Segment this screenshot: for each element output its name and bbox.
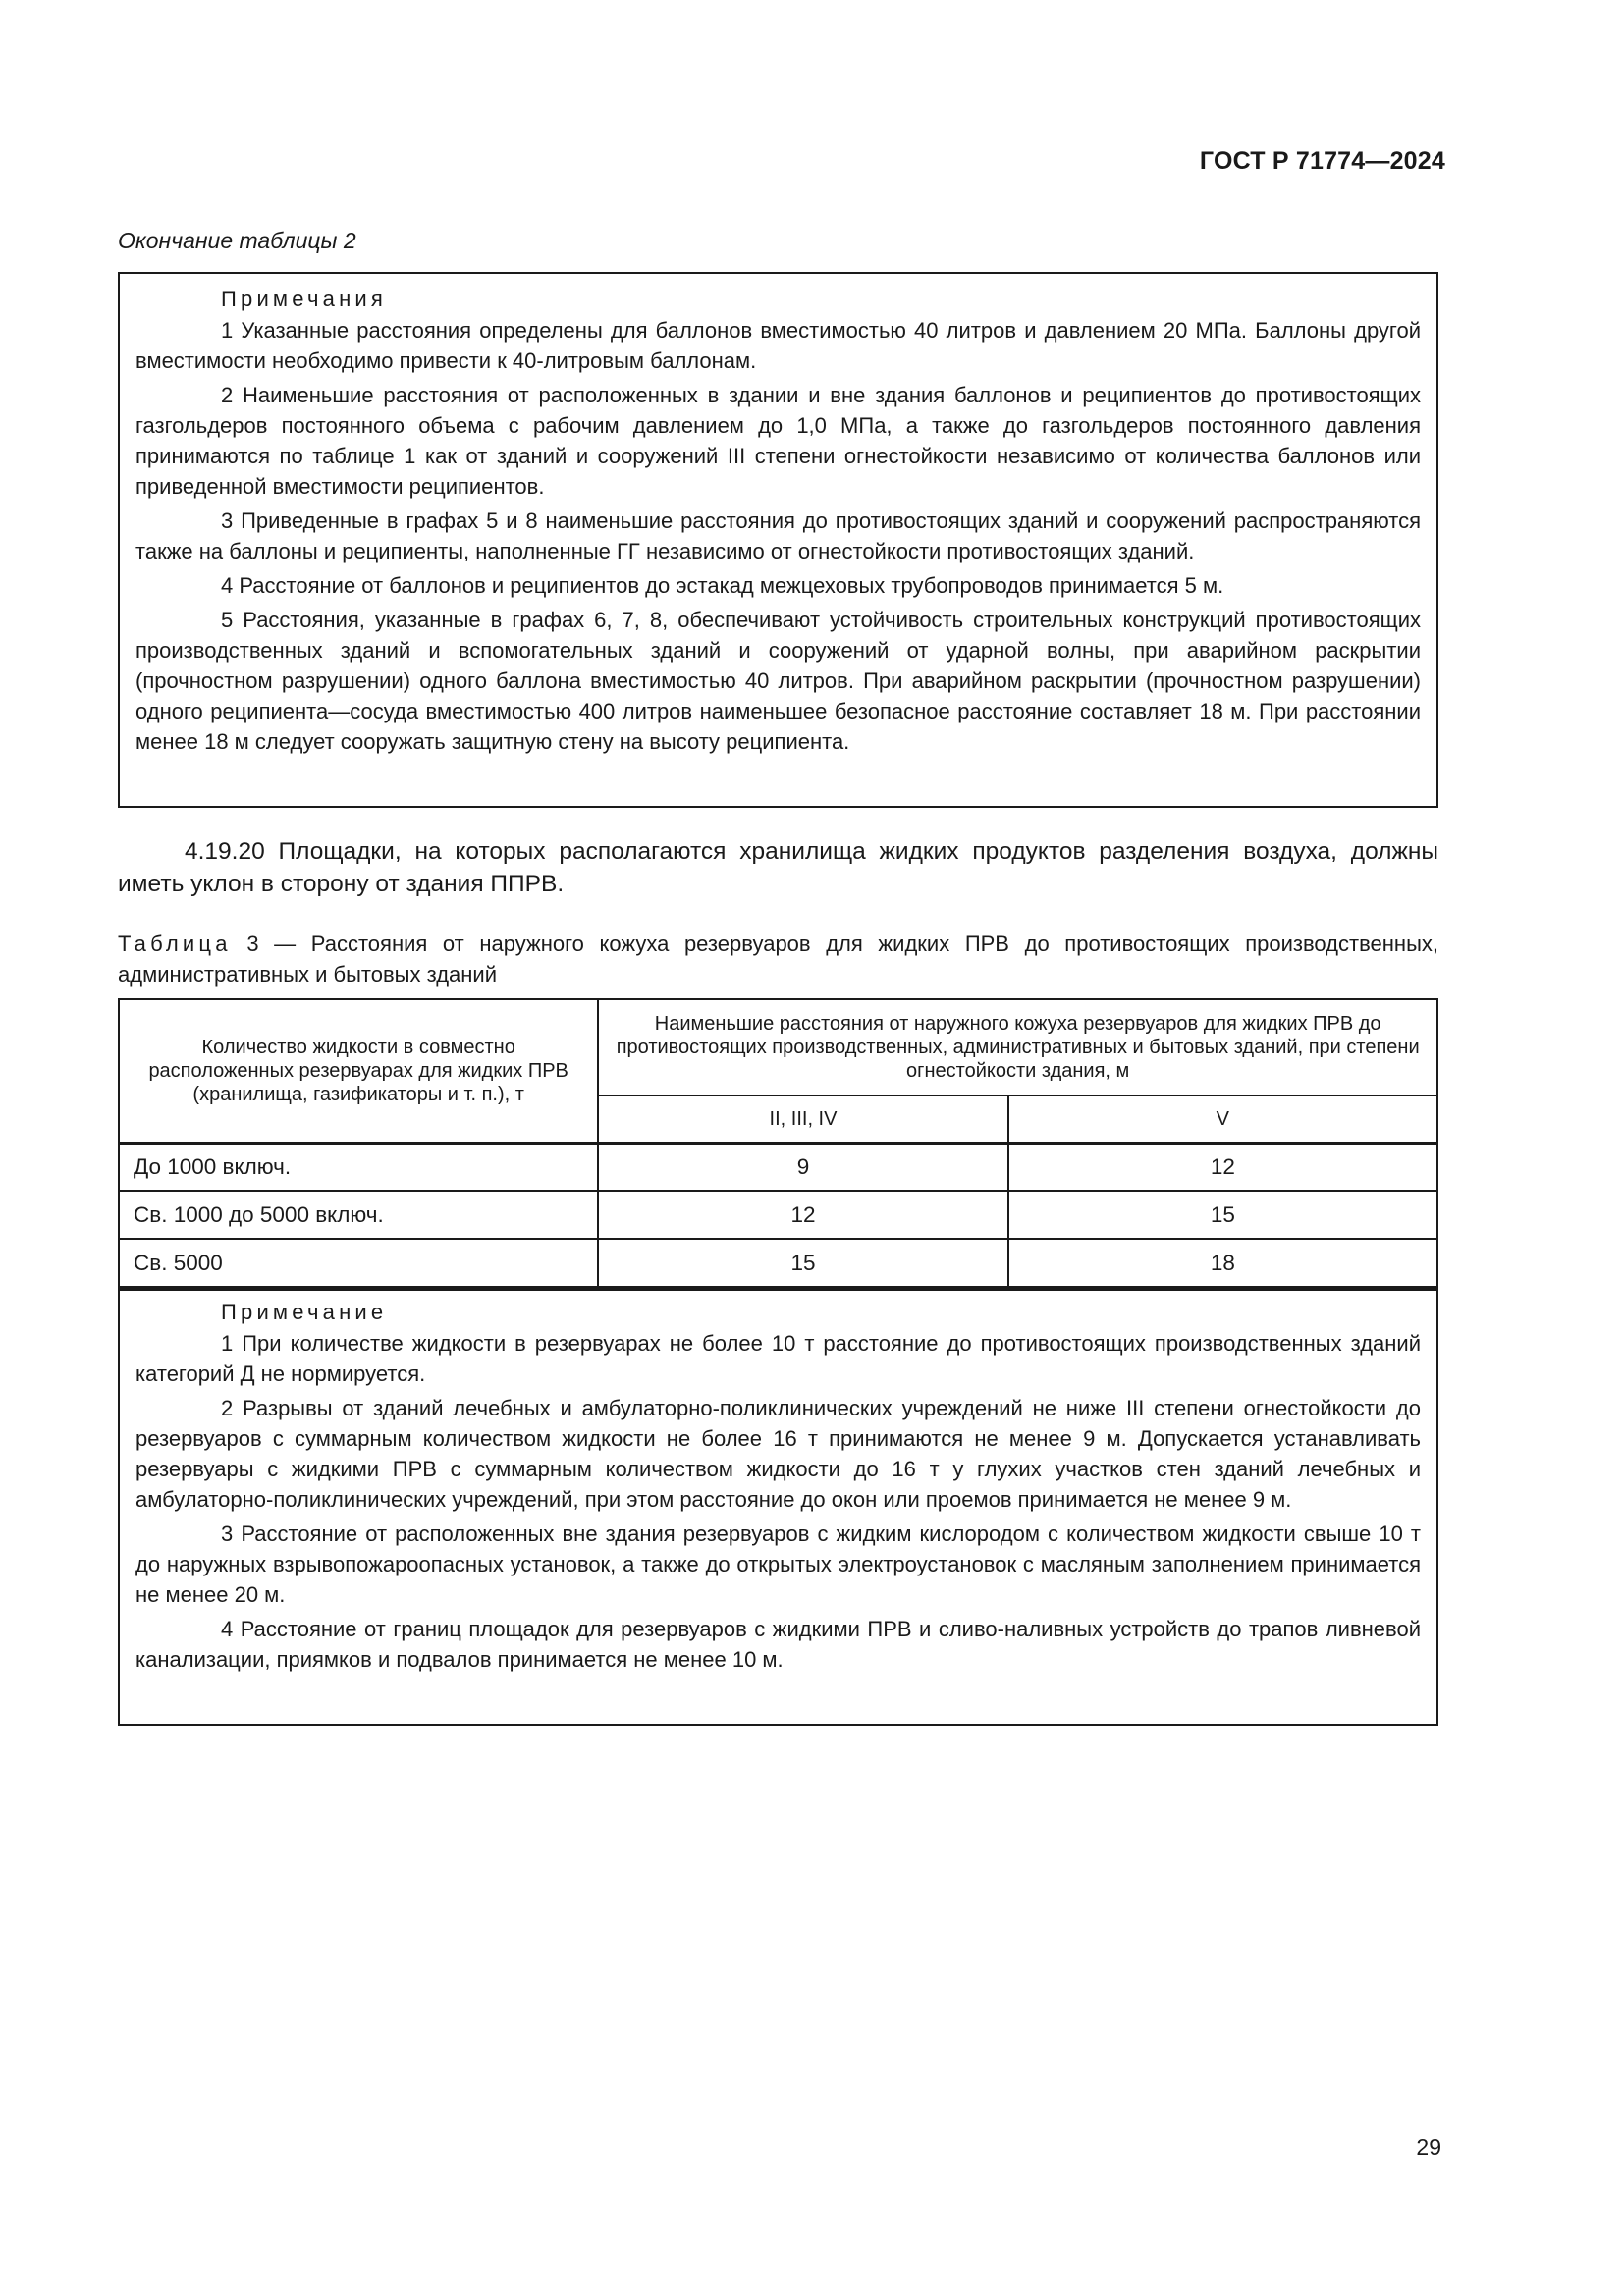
table3	[118, 998, 1438, 1288]
note-item: 2 Разрывы от зданий лечебных и амбулаторно-поликлинических учреждений не ниже III степени огнестойкости до резервуаров с суммарным количеством жидкости не более 16 т принимаются не менее 9 м. Допускается устанавливать резервуары с жидкими ПРВ с суммарным количеством жидкости до 16 т у глухих участков стен зданий лечебных и амбулаторно-поликлинических учреждений, при этом расстояние до окон или проемов принимается не менее 9 м.	[135, 1396, 1421, 1512]
cell-quantity: Св. 5000	[119, 1239, 598, 1287]
column-header-quantity: Количество жидкости в совместно расположенных резервуарах для жидких ПРВ (хранилища, газификаторы и т. п.), т	[119, 999, 598, 1143]
page-number: 29	[1416, 2134, 1441, 2160]
note-item: 5 Расстояния, указанные в графах 6, 7, 8, обеспечивают устойчивость строительных конструкций противостоящих производственных зданий и вспомогательных зданий и сооружений от ударной волны, при аварийном раскрытии (прочностном разрушении) одного баллона вместимостью 40 литров. При аварийном раскрытии (прочностном разрушении) одного реципиента—сосуда вместимостью 400 литров наименьшее безопасное расстояние составляет 18 м. При расстоянии менее 18 м следует сооружать защитную стену на высоту реципиента.	[135, 608, 1421, 754]
note-item: 2 Наименьшие расстояния от расположенных в здании и вне здания баллонов и реципиентов до противостоящих газгольдеров постоянного объема с рабочим давлением до 1,0 МПа, а также до газгольдеров постоянного давления принимаются по таблице 1 как от зданий и сооружений III степени огнестойкости независимо от количества баллонов или приведенной вместимости реципиентов.	[135, 383, 1421, 499]
table2-notes-box	[118, 272, 1438, 808]
paragraph-4-19-20: 4.19.20 Площадки, на которых располагаются хранилища жидких продуктов разделения воздуха, должны иметь уклон в сторону от здания ППРВ.	[118, 838, 1438, 897]
table-caption-text: 3 — Расстояния от наружного кожуха резервуаров для жидких ПРВ до противостоящих производственных, административных и бытовых зданий	[118, 932, 1438, 987]
notes-title: Примечания	[221, 287, 388, 311]
table3-notes-box	[118, 1288, 1438, 1726]
note-item: 1 При количестве жидкости в резервуарах не более 10 т расстояние до противостоящих производственных зданий категорий Д не нормируется.	[135, 1331, 1421, 1386]
table3-caption	[118, 929, 1438, 989]
cell-quantity: Св. 1000 до 5000 включ.	[119, 1191, 598, 1239]
note-item: 3 Расстояние от расположенных вне здания резервуаров с жидким кислородом с количеством жидкости свыше 10 т до наружных взрывопожароопасных установок, а также до открытых электроустановок с масляным заполнением принимается не менее 20 м.	[135, 1522, 1421, 1607]
table-caption-label: Таблица	[118, 932, 232, 956]
note-item: 1 Указанные расстояния определены для баллонов вместимостью 40 литров и давлением 20 МПа. Баллоны другой вместимости необходимо привести к 40-литровым баллонам.	[135, 318, 1421, 373]
cell-quantity: До 1000 включ.	[119, 1143, 598, 1191]
column-group-header: Наименьшие расстояния от наружного кожуха резервуаров для жидких ПРВ до противостоящих производственных, административных и бытовых зданий, при степени огнестойкости здания, м	[598, 999, 1437, 1095]
cell-distance-2-4: 15	[598, 1239, 1007, 1287]
cell-distance-5: 15	[1008, 1191, 1437, 1239]
cell-distance-2-4: 12	[598, 1191, 1007, 1239]
document-number: ГОСТ Р 71774—2024	[1199, 147, 1445, 175]
table-continuation-label: Окончание таблицы 2	[118, 228, 356, 253]
note-item: 4 Расстояние от баллонов и реципиентов до эстакад межцеховых трубопроводов принимается 5 м.	[221, 573, 1224, 598]
cell-distance-5: 18	[1008, 1239, 1437, 1287]
note-item: 3 Приведенные в графах 5 и 8 наименьшие расстояния до противостоящих зданий и сооружений распространяются также на баллоны и реципиенты, наполненные ГГ независимо от огнестойкости противостоящих зданий.	[135, 508, 1421, 563]
column-header-fire-resistance-5: V	[1008, 1095, 1437, 1143]
table-row	[119, 1239, 1437, 1287]
table-row	[119, 1191, 1437, 1239]
table-row	[119, 1143, 1437, 1191]
notes-title: Примечание	[221, 1300, 388, 1324]
column-header-fire-resistance-2-4: II, III, IV	[598, 1095, 1007, 1143]
note-item: 4 Расстояние от границ площадок для резервуаров с жидкими ПРВ и сливо-наливных устройств до трапов ливневой канализации, приямков и подвалов принимается не менее 10 м.	[135, 1617, 1421, 1672]
cell-distance-5: 12	[1008, 1143, 1437, 1191]
cell-distance-2-4: 9	[598, 1143, 1007, 1191]
